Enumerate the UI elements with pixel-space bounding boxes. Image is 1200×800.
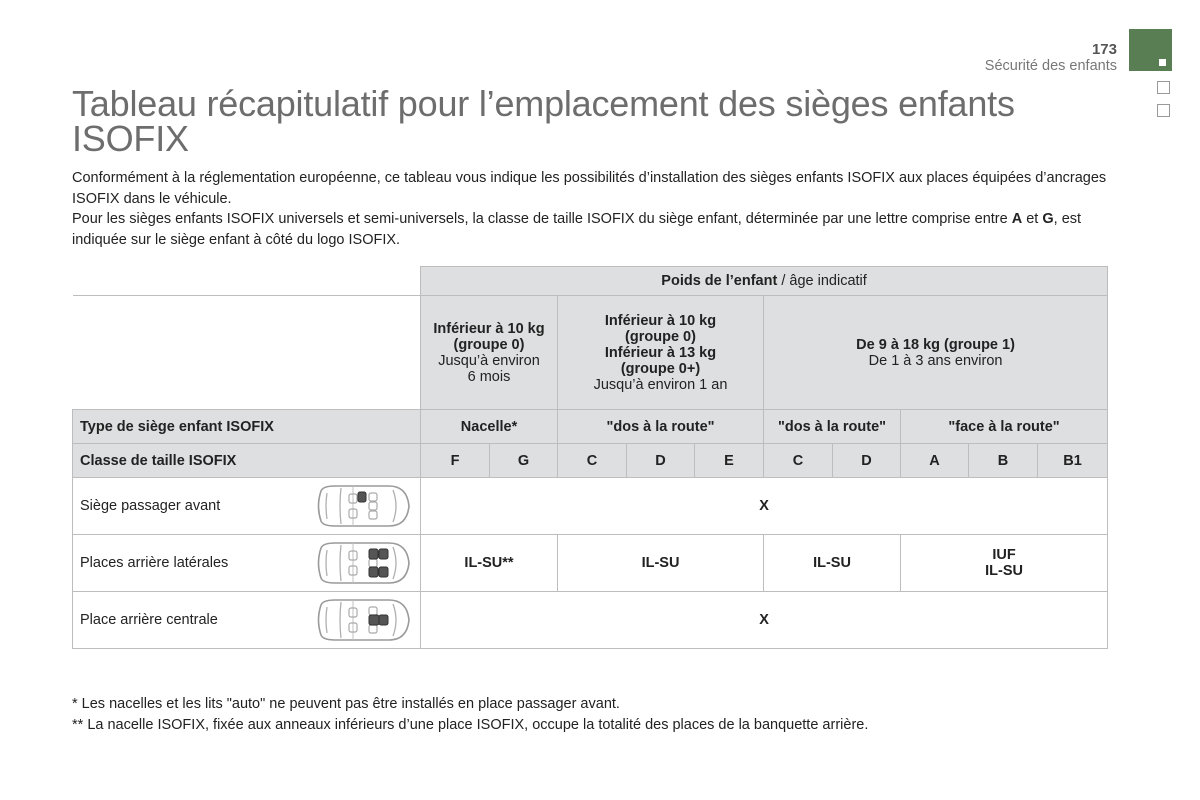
footnotes <box>72 694 868 735</box>
table-row <box>73 535 1108 592</box>
class-cell: C <box>558 444 627 478</box>
car-front-passenger-seat-icon <box>313 484 411 528</box>
class-cell: F <box>421 444 490 478</box>
cell-value: IL-SU <box>558 535 764 592</box>
class-cell: E <box>695 444 764 478</box>
intro-text <box>72 168 1122 250</box>
cell-value: IL-SU** <box>421 535 558 592</box>
class-cell: D <box>833 444 901 478</box>
type-cell: "dos à la route" <box>764 410 901 444</box>
blank-cell <box>73 267 421 296</box>
row-label-cell <box>73 478 421 535</box>
class-cell: G <box>490 444 558 478</box>
chapter-tab-active <box>1129 29 1172 71</box>
row-label-cell <box>73 592 421 649</box>
row-label: Siège passager avant <box>80 498 221 514</box>
type-cell: "dos à la route" <box>558 410 764 444</box>
class-cell: B <box>969 444 1038 478</box>
class-cell: B1 <box>1038 444 1108 478</box>
page-title: Tableau récapitulatif pour l’emplacement des sièges enfants ISOFIX <box>72 83 1015 159</box>
type-label: Type de siège enfant ISOFIX <box>73 410 421 444</box>
cell-value: X <box>421 478 1108 535</box>
row-label: Place arrière centrale <box>80 612 218 628</box>
cell-value: IL-SU <box>764 535 901 592</box>
table-row <box>73 592 1108 649</box>
intro-paragraph: Pour les sièges enfants ISOFIX universels et semi-universels, la classe de taille ISOFIX du siège enfant, déterminée par une lettre comprise entre A et G, est indiquée sur le siège enfant à côté du logo ISOFIX. <box>72 211 1082 248</box>
isofix-table <box>72 266 1108 649</box>
cell-value: X <box>421 592 1108 649</box>
page-number: 173 <box>1091 41 1117 58</box>
class-label: Classe de taille ISOFIX <box>73 444 421 478</box>
row-label-cell <box>73 535 421 592</box>
class-cell: D <box>627 444 695 478</box>
type-cell: Nacelle* <box>421 410 558 444</box>
group-header-1: De 9 à 18 kg (groupe 1) De 1 à 3 ans environ <box>764 296 1108 410</box>
table-row <box>73 478 1108 535</box>
type-cell: "face à la route" <box>901 410 1108 444</box>
class-cell: A <box>901 444 969 478</box>
weight-header: Poids de l’enfant / âge indicatif <box>421 267 1108 296</box>
chapter-tab <box>1157 104 1170 117</box>
footnote: * Les nacelles et les lits "auto" ne peuvent pas être installés en place passager avant. <box>72 696 620 712</box>
intro-paragraph: Conformément à la réglementation européenne, ce tableau vous indique les possibilités d’installation des sièges enfants ISOFIX aux places équipées d’ancrages ISOFIX dans le véhicule. <box>72 170 1107 207</box>
blank-cell <box>73 296 421 410</box>
class-cell: C <box>764 444 833 478</box>
chapter-tab <box>1157 81 1170 94</box>
row-label: Places arrière latérales <box>80 555 229 571</box>
car-rear-center-seat-icon <box>313 598 411 642</box>
footnote: ** La nacelle ISOFIX, fixée aux anneaux inférieurs d’une place ISOFIX, occupe la totalité des places de la banquette arrière. <box>72 716 869 733</box>
section-name: Sécurité des enfants <box>984 58 1117 74</box>
group-header-0: Inférieur à 10 kg (groupe 0) Jusqu’à environ 6 mois <box>421 296 558 410</box>
cell-value: IUF IL-SU <box>901 535 1108 592</box>
group-header-0-plus: Inférieur à 10 kg (groupe 0) Inférieur à 13 kg (groupe 0+) Jusqu’à environ 1 an <box>558 296 764 410</box>
page-header <box>985 42 1117 75</box>
car-rear-side-seats-icon <box>313 541 411 585</box>
